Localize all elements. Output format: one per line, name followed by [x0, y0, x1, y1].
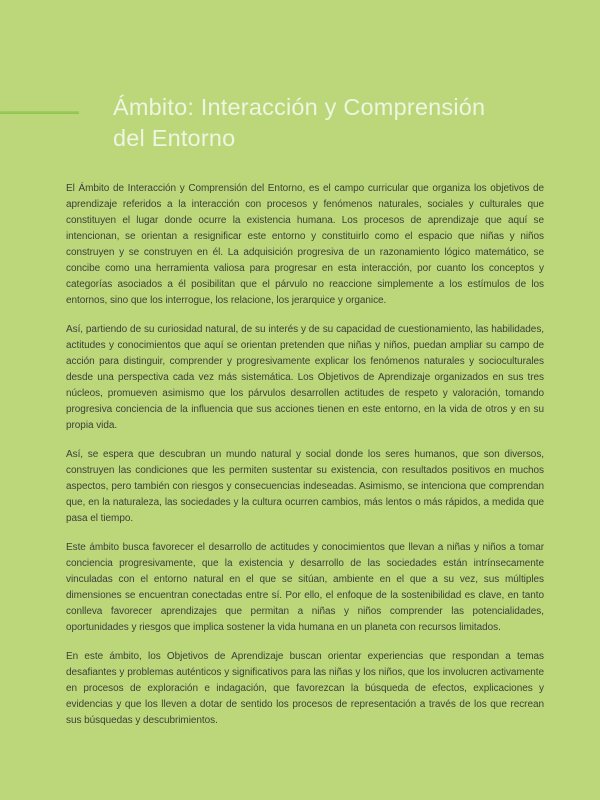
- body-text: [66, 181, 544, 729]
- page-title: [113, 92, 553, 154]
- accent-rule: [0, 111, 79, 114]
- body-paragraph: En este ámbito, los Objetivos de Aprendizaje buscan orientar experiencias que respondan a temas desafiantes y problemas auténticos y significativos para las niñas y los niños, que los involucren activamente en procesos de exploración e indagación, que favorezcan la búsqueda de efectos, explicaciones y evidencias y que los lleven a dotar de sentido los procesos de representación a través de los que recrean sus búsquedas y descubrimientos.: [66, 651, 544, 726]
- body-paragraph: Así, se espera que descubran un mundo natural y social donde los seres humanos, que son diversos, construyen las condiciones que les permiten sustentar su existencia, con resultados positivos en muchos aspectos, pero también con riesgos y consecuencias indeseadas. Asimismo, se intenciona que comprendan que, en la naturaleza, las sociedades y la cultura ocurren cambios, más lentos o más rápidos, a medida que pasa el tiempo.: [66, 449, 544, 524]
- page-title-line2: del Entorno: [113, 125, 236, 151]
- body-paragraph: Así, partiendo de su curiosidad natural, de su interés y de su capacidad de cuestionamiento, las habilidades, actitudes y conocimientos que aquí se orientan pretenden que niñas y niños, puedan ampliar su campo de acción para distinguir, comprender y progresivamente explicar los fenómenos naturales y socioculturales desde una perspectiva cada vez más sistemática. Los Objetivos de Aprendizaje organizados en sus tres núcleos, promueven asimismo que los párvulos desarrollen actitudes de respeto y valoración, tomando progresiva conciencia de la influencia que sus acciones tienen en este entorno, en la vida de otros y en su propia vida.: [66, 324, 544, 431]
- body-paragraph: Este ámbito busca favorecer el desarrollo de actitudes y conocimientos que llevan a niñas y niños a tomar conciencia progresivamente, que la existencia y desarrollo de las sociedades están intrínsecamente vinculadas con el entorno natural en el que se sitúan, ambiente en el que a su vez, sus múltiples dimensiones se encuentran conectadas entre sí. Por ello, el enfoque de la sostenibilidad es clave, en tanto conlleva favorecer aprendizajes que permitan a niñas y niños comprender las potencialidades, oportunidades y riesgos que implica sostener la vida humana en un planeta con recursos limitados.: [66, 542, 544, 633]
- page-title-line1: Ámbito: Interacción y Comprensión: [113, 94, 486, 120]
- body-paragraph: El Ámbito de Interacción y Comprensión del Entorno, es el campo curricular que organiza los objetivos de aprendizaje referidos a la interacción con procesos y fenómenos naturales, sociales y culturales que constituyen el lugar donde ocurre la existencia humana. Los procesos de aprendizaje que aquí se intencionan, se orientan a resignificar este entorno y constituirlo como el espacio que niñas y niños construyen y se construyen en él. La adquisición progresiva de un razonamiento lógico matemático, se concibe como una herramienta valiosa para progresar en esta interacción, por cuanto los conceptos y categorías asociados a él posibilitan que el párvulo no reaccione simplemente a los estímulos de los entornos, sino que los interrogue, los relacione, los jerarquice y organice.: [66, 183, 544, 306]
